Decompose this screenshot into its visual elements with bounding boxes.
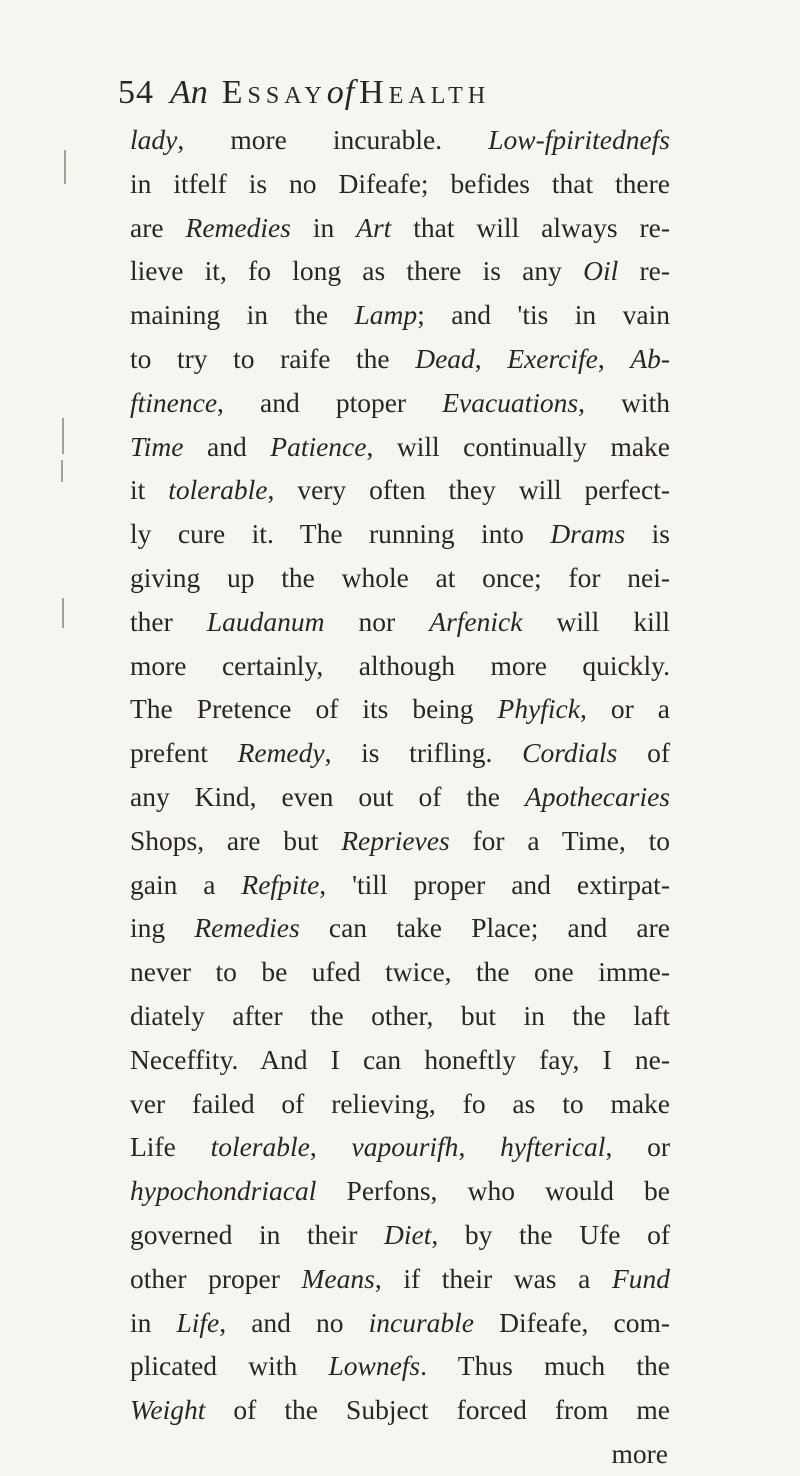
header-health: Health — [359, 74, 491, 111]
italic-word: Exercife — [507, 342, 598, 374]
text-run: , by the Ufe of — [431, 1218, 670, 1250]
text-line — [130, 425, 670, 469]
text-run: to try to raife the — [130, 342, 416, 374]
text-line — [130, 1301, 670, 1345]
text-run: , — [458, 1131, 501, 1163]
text-run: nor — [324, 605, 430, 637]
text-run: gain a — [130, 868, 242, 900]
italic-word: hypochondriacal — [130, 1175, 317, 1207]
italic-word: Arfenick — [429, 605, 523, 637]
italic-word: Fund — [611, 1262, 670, 1294]
italic-word: Time — [130, 430, 184, 462]
text-line — [130, 731, 670, 775]
italic-word: ftinence — [130, 386, 218, 418]
text-run: any Kind, even out of the — [130, 780, 525, 812]
text-run: , if their was a — [374, 1262, 612, 1294]
text-line — [130, 556, 670, 600]
margin-mark — [62, 418, 64, 454]
text-line — [130, 1125, 670, 1169]
text-line — [130, 1038, 670, 1082]
italic-word: Lownefs — [328, 1350, 421, 1382]
italic-word: Diet — [384, 1218, 432, 1250]
text-run: never to be ufed twice, the one imme- — [130, 956, 670, 988]
text-line — [130, 118, 670, 162]
text-run: and — [183, 430, 271, 462]
italic-word: Patience — [270, 430, 367, 462]
text-run: , and ptoper — [217, 386, 443, 418]
text-line — [130, 468, 670, 512]
text-run: diately after the other, but in the laft — [130, 999, 670, 1031]
text-run: prefent — [130, 737, 238, 769]
text-run: , 'till proper and extirpat- — [319, 868, 670, 900]
running-header — [118, 72, 678, 114]
text-run: lieve it, fo long as there is any — [130, 255, 584, 287]
italic-word: Evacuations — [442, 386, 579, 418]
text-line — [130, 863, 670, 907]
text-run: in — [290, 211, 357, 243]
italic-word: lady — [130, 124, 178, 155]
italic-word: hyfterical — [500, 1131, 606, 1163]
text-line — [130, 1388, 670, 1432]
italic-word: vapourifh — [351, 1131, 459, 1163]
italic-word: Phyfick — [497, 693, 580, 725]
text-line — [130, 1169, 670, 1213]
text-run: , more incurable. — [177, 124, 489, 155]
text-run: Neceffity. And I can honeftly fay, I ne- — [130, 1043, 670, 1075]
header-essay: Essay — [221, 74, 327, 111]
italic-word: Art — [356, 211, 392, 243]
text-run: . Thus much the — [420, 1350, 670, 1382]
text-line — [130, 906, 670, 950]
text-run: Difeafe, com- — [474, 1306, 670, 1338]
text-line — [130, 994, 670, 1038]
text-line — [130, 381, 670, 425]
italic-word: Life — [176, 1306, 220, 1338]
italic-word: Cordials — [522, 737, 618, 769]
text-line — [130, 249, 670, 293]
text-run: , very often they will perfect- — [267, 474, 671, 506]
margin-mark — [62, 598, 64, 628]
text-run: of the Subject forced from me — [205, 1394, 670, 1426]
text-run: other proper — [130, 1262, 302, 1294]
italic-word: incurable — [368, 1306, 475, 1338]
text-run: ; and 'tis in vain — [417, 299, 670, 331]
text-line — [130, 644, 670, 688]
italic-word: Dead — [415, 342, 475, 374]
text-line — [130, 819, 670, 863]
text-line — [130, 950, 670, 994]
margin-mark — [61, 460, 63, 482]
italic-word: Drams — [550, 518, 626, 550]
page-number: 54 — [118, 74, 154, 111]
text-run: more certainly, although more quickly. — [130, 649, 670, 681]
text-run: in itfelf is no Difeafe; befides that there — [130, 167, 670, 199]
text-run: maining in the — [130, 299, 355, 331]
text-run: giving up the whole at once; for nei- — [130, 561, 670, 593]
italic-word: Reprieves — [341, 824, 450, 856]
text-run: Life — [130, 1131, 211, 1163]
text-run: plicated with — [130, 1350, 329, 1382]
text-run: , and no — [219, 1306, 369, 1338]
text-run: , — [309, 1131, 352, 1163]
italic-word: tolerable — [168, 474, 268, 506]
italic-word: Ab- — [630, 342, 671, 374]
text-run: Perfons, who would be — [316, 1175, 670, 1207]
italic-word: Remedies — [194, 912, 300, 944]
text-run: it — [130, 474, 169, 506]
text-line — [130, 687, 670, 731]
text-run: ther — [130, 605, 207, 637]
italic-word: Oil — [583, 255, 619, 287]
text-line — [130, 337, 670, 381]
body-text — [130, 118, 670, 1476]
text-line — [130, 512, 670, 556]
text-line — [130, 162, 670, 206]
italic-word: Remedy — [237, 737, 325, 769]
italic-word: tolerable — [210, 1131, 310, 1163]
text-line — [130, 1257, 670, 1301]
italic-word: Refpite — [241, 868, 320, 900]
text-run: ly cure it. The running into — [130, 518, 551, 550]
text-run: governed in their — [130, 1218, 384, 1250]
text-run: , or — [605, 1131, 670, 1163]
header-an: An — [170, 74, 208, 111]
text-line — [130, 600, 670, 644]
text-line — [130, 1432, 670, 1476]
italic-word: Low-fpiritednefs — [488, 124, 670, 155]
text-line — [130, 206, 670, 250]
text-run: , — [597, 342, 631, 374]
text-line — [130, 1344, 670, 1388]
italic-word: Means — [301, 1262, 375, 1294]
text-run: can take Place; and are — [299, 912, 671, 944]
text-run: , is trifling. — [324, 737, 523, 769]
text-run: in — [130, 1306, 177, 1338]
italic-word: Laudanum — [206, 605, 325, 637]
italic-word: Apothecaries — [524, 780, 670, 812]
header-of: of — [326, 74, 356, 111]
text-run: are — [130, 211, 186, 243]
text-run: is — [625, 518, 671, 550]
margin-mark — [64, 150, 66, 184]
text-run: re- — [618, 255, 670, 287]
text-run: , will continually make — [366, 430, 670, 462]
italic-word: Weight — [130, 1394, 206, 1426]
text-line — [130, 775, 670, 819]
text-run: ver failed of relieving, fo as to make — [130, 1087, 670, 1119]
text-run: Shops, are but — [130, 824, 342, 856]
text-run: that will always re- — [391, 211, 670, 243]
text-run: The Pretence of its being — [130, 693, 498, 725]
text-line — [130, 1082, 670, 1126]
text-run: of — [617, 737, 670, 769]
text-run: for a Time, to — [449, 824, 670, 856]
text-run: will kill — [522, 605, 670, 637]
text-run: more — [611, 1437, 668, 1469]
text-run: , — [474, 342, 508, 374]
text-run: , with — [578, 386, 671, 418]
italic-word: Remedies — [185, 211, 291, 243]
text-run: , or a — [579, 693, 670, 725]
text-line — [130, 1213, 670, 1257]
text-run: ing — [130, 912, 195, 944]
text-line — [130, 293, 670, 337]
italic-word: Lamp — [354, 299, 418, 331]
